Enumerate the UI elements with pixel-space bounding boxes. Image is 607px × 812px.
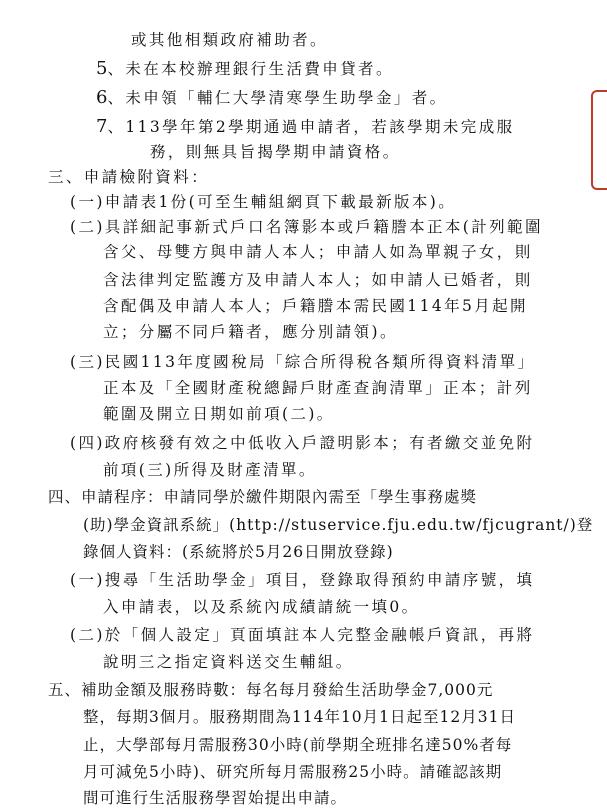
item-5-text: 、未在本校辦理銀行生活費申貸者。 (107, 60, 394, 78)
section-5-heading: 五、補助金額及服務時數：每名每月發給生活助學金7,000元 (48, 681, 494, 699)
section-5-line: 月可減免5小時)、研究所每月需服務25小時。請確認該期 (83, 763, 503, 781)
section-3-item-4: (四)政府核發有效之中低收入戶證明影本；有者繳交並免附 (70, 434, 535, 452)
section-4-step-1-line: 入申請表，以及系統內成績請統一填0。 (103, 598, 420, 616)
list-item-7 (96, 117, 515, 137)
item-5-number: 5 (96, 58, 108, 79)
section-3-item-3: (三)民國113年度國稅局「綜合所得稅各類所得資料清單」 (70, 353, 536, 371)
section-3-item-3-line: 範圍及開立日期如前項(二)。 (103, 405, 335, 423)
item-7-continuation: 務，則無具旨揭學期申請資格。 (150, 143, 401, 161)
section-3-heading: 三、申請檢附資料： (48, 168, 210, 186)
item-4-continuation: 或其他相類政府補助者。 (131, 31, 328, 49)
item-7-number: 7 (96, 116, 108, 137)
section-3-item-2-line: 含法律判定監護方及申請人本人；如申請人已婚者，則 (103, 271, 533, 289)
section-4-step-1: (一)搜尋「生活助學金」項目，登錄取得預約申請序號，填 (70, 571, 535, 589)
section-3-item-2-line: 立；分屬不同戶籍者，應分別請領)。 (103, 323, 398, 341)
section-5-line: 間可進行生活服務學習始提出申請。 (83, 789, 348, 807)
section-5-line: 整，每期3個月。服務期間為114年10月1日起至12月31日 (83, 708, 516, 726)
section-3-item-2-line: 含父、母雙方與申請人本人；申請人如為單親子女，則 (103, 243, 533, 261)
section-3-item-2-line: 含配偶及申請人本人；戶籍謄本需民國114年5月起開 (103, 297, 528, 315)
item-6-number: 6 (96, 87, 108, 108)
list-item-6 (96, 88, 448, 108)
section-3-item-1: (一)申請表1份(可至生輔組網頁下載最新版本)。 (70, 193, 457, 211)
section-4-line: (助)學金資訊系統」(http://stuservice.fju.edu.tw/fjcugrant/)登 (83, 516, 594, 534)
section-3-item-3-line: 正本及「全國財產稅總歸戶財產查詢清單」正本；計列 (103, 379, 533, 397)
section-4-heading: 四、申請程序：申請同學於繳件期限內需至「學生事務處獎 (48, 488, 478, 506)
section-3-item-2: (二)具詳細記事新式戶口名簿影本或戶籍謄本正本(計列範圍 (70, 218, 543, 236)
item-6-text: 、未申領「輔仁大學清寒學生助學金」者。 (107, 89, 448, 107)
section-4-line: 錄個人資料：(系統將於5月26日開放登錄) (83, 543, 394, 561)
section-4-step-2: (二)於「個人設定」頁面填註本人完整金融帳戶資訊，再將 (70, 626, 535, 644)
section-4-step-2-line: 說明三之指定資料送交生輔組。 (103, 653, 354, 671)
red-stamp-mark (591, 90, 607, 190)
section-5-line: 止，大學部每月需服務30小時(前學期全班排名達50%者每 (83, 736, 513, 754)
list-item-5 (96, 59, 394, 79)
section-3-item-4-line: 前項(三)所得及財產清單。 (103, 461, 317, 479)
item-7-text: 、113學年第2學期通過申請者，若該學期未完成服 (107, 118, 515, 136)
